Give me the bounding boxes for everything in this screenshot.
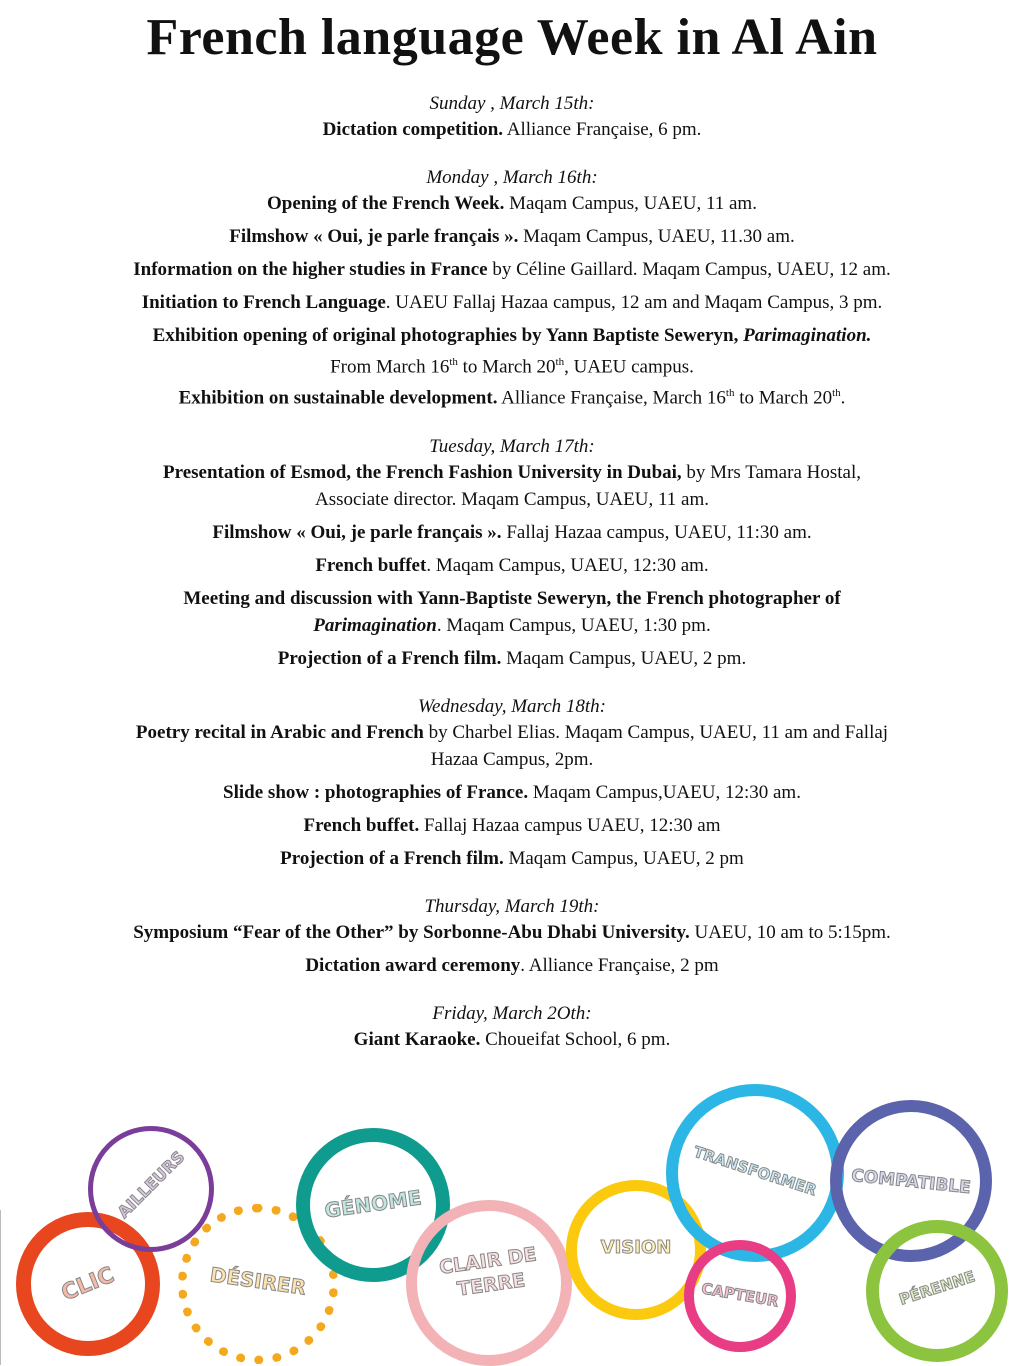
event bbox=[62, 223, 962, 250]
circle-word: CAPTEUR bbox=[700, 1279, 780, 1311]
word-circles bbox=[0, 1080, 1024, 1365]
date-text: From March 16 bbox=[330, 356, 450, 378]
circle-transformer bbox=[666, 1084, 844, 1262]
event-detail: Fallaj Hazaa campus UAEU, 12:30 am bbox=[419, 814, 721, 836]
event-meeting bbox=[62, 585, 962, 639]
event-detail-line2 bbox=[62, 612, 962, 639]
event bbox=[62, 519, 962, 546]
event-exhibition bbox=[62, 322, 962, 380]
event-detail: . Maqam Campus, UAEU, 1:30 pm. bbox=[436, 614, 711, 636]
event bbox=[62, 812, 962, 839]
circle-word: VISION bbox=[600, 1237, 672, 1258]
day-friday bbox=[0, 1002, 1024, 1053]
event-name: Symposium “Fear of the Other” by Sorbonne-Abu Dhabi University. bbox=[133, 921, 690, 943]
event bbox=[62, 289, 962, 316]
page-title: French language Week in Al Ain bbox=[146, 9, 878, 66]
event-detail: by Céline Gaillard. Maqam Campus, UAEU, 12 am. bbox=[487, 259, 891, 280]
circle-clair-de-terre bbox=[406, 1200, 572, 1366]
event bbox=[62, 952, 962, 979]
event-name: Dictation award ceremony bbox=[305, 954, 521, 976]
event-name: Poetry recital in Arabic and French bbox=[135, 721, 424, 743]
event-name: Exhibition opening of original photographies by Yann Baptiste Seweryn, bbox=[152, 325, 744, 346]
event-detail: . Alliance Française, 2 pm bbox=[520, 954, 719, 976]
event-detail: Choueifat School, 6 pm. bbox=[480, 1028, 671, 1050]
event-detail: Maqam Campus, UAEU, 2 pm. bbox=[501, 647, 747, 669]
date-text: to March 20 bbox=[457, 356, 556, 378]
event-name: Projection of a French film. bbox=[277, 647, 502, 669]
circle-word: PÉRENNE bbox=[896, 1267, 978, 1309]
event bbox=[62, 459, 962, 513]
event-name: Exhibition on sustainable development. bbox=[178, 387, 498, 409]
event-detail: Maqam Campus, UAEU, 2 pm bbox=[503, 847, 744, 869]
day-label: Friday, March 2Oth: bbox=[432, 1002, 592, 1024]
event-name: Filmshow « Oui, je parle français ». bbox=[212, 521, 502, 543]
event-detail: Maqam Campus, UAEU, 11.30 am. bbox=[518, 226, 795, 247]
event-detail: by Charbel Elias. Maqam Campus, UAEU, 11 am and Fallaj bbox=[423, 721, 889, 743]
event-detail: Alliance Française, March 16 bbox=[497, 387, 726, 409]
circle-word: DÉSIRER bbox=[208, 1262, 308, 1300]
event-name: Initiation to French Language bbox=[141, 292, 386, 313]
circle-word: AILLEURS bbox=[113, 1147, 189, 1222]
event bbox=[62, 779, 962, 806]
date-suffix: th bbox=[725, 387, 735, 400]
event-detail: by Mrs Tamara Hostal, bbox=[681, 461, 861, 483]
date-suffix: th bbox=[555, 356, 565, 368]
event bbox=[62, 719, 962, 773]
event-name: Giant Karaoke. bbox=[353, 1028, 481, 1050]
day-label: Sunday , March 15th: bbox=[429, 93, 595, 114]
event-detail: Maqam Campus, UAEU, 11 am. bbox=[504, 193, 757, 214]
day-thursday bbox=[0, 895, 1024, 979]
event-detail-line2: Hazaa Campus, 2pm. bbox=[430, 748, 594, 770]
circle-perenne bbox=[866, 1220, 1008, 1362]
day-label: Wednesday, March 18th: bbox=[417, 695, 607, 717]
event-name: Information on the higher studies in France bbox=[133, 259, 488, 280]
program bbox=[0, 92, 1024, 1076]
event-exhibition2 bbox=[62, 380, 962, 411]
event-name: Dictation competition. bbox=[322, 119, 504, 140]
event-detail: Fallaj Hazaa campus, UAEU, 11:30 am. bbox=[501, 521, 812, 543]
event-detail: UAEU, 10 am to 5:15pm. bbox=[689, 921, 891, 943]
circle-word: CLAIR DE TERRE bbox=[437, 1243, 538, 1301]
event-detail: to March 20 bbox=[734, 387, 833, 409]
circle-word: TRANSFORMER bbox=[691, 1142, 819, 1200]
event bbox=[62, 919, 962, 946]
circle-capteur bbox=[684, 1240, 796, 1352]
circle-word: COMPATIBLE bbox=[850, 1165, 972, 1199]
event-name-italic: Parimagination. bbox=[743, 325, 872, 346]
event-detail: . UAEU Fallaj Hazaa campus, 12 am and Maqam Campus, 3 pm. bbox=[385, 292, 883, 313]
date-suffix: th bbox=[832, 387, 841, 400]
event bbox=[62, 645, 962, 672]
event-dates bbox=[62, 349, 962, 380]
day-wednesday bbox=[0, 695, 1024, 872]
event bbox=[62, 256, 962, 283]
event bbox=[62, 845, 962, 872]
event bbox=[62, 552, 962, 579]
day-label: Thursday, March 19th: bbox=[424, 895, 600, 917]
day-tuesday bbox=[0, 435, 1024, 672]
day-label: Tuesday, March 17th: bbox=[429, 435, 595, 457]
event-detail: . bbox=[840, 387, 846, 409]
day-label: Monday , March 16th: bbox=[426, 167, 598, 188]
day-sunday bbox=[0, 92, 1024, 143]
event bbox=[62, 1026, 962, 1053]
date-suffix: th bbox=[449, 356, 458, 368]
event-detail: . Maqam Campus, UAEU, 12:30 am. bbox=[426, 554, 709, 576]
event-name: French buffet. bbox=[303, 814, 420, 836]
event-name: Presentation of Esmod, the French Fashion University in Dubai, bbox=[163, 461, 682, 483]
day-monday bbox=[0, 166, 1024, 412]
event-name: Projection of a French film. bbox=[280, 847, 504, 869]
circle-word: GÉNOME bbox=[323, 1185, 423, 1223]
event bbox=[62, 190, 962, 217]
event-name: French buffet bbox=[315, 554, 427, 576]
event-name: Filmshow « Oui, je parle français ». bbox=[229, 226, 519, 247]
event-detail-line2: Associate director. Maqam Campus, UAEU, 11 am. bbox=[315, 488, 709, 510]
event-name: Slide show : photographies of France. bbox=[223, 781, 529, 803]
event-detail: Alliance Française, 6 pm. bbox=[503, 119, 702, 140]
date-text: , UAEU campus. bbox=[564, 356, 694, 378]
event-detail: Maqam Campus,UAEU, 12:30 am. bbox=[528, 781, 801, 803]
event-name-italic: Parimagination bbox=[313, 614, 437, 636]
circle-word: CLIC bbox=[58, 1262, 118, 1307]
event-name: Meeting and discussion with Yann-Baptiste Seweryn, the French photographer of bbox=[183, 587, 841, 609]
event-name: Opening of the French Week. bbox=[267, 193, 505, 214]
event bbox=[62, 116, 962, 143]
